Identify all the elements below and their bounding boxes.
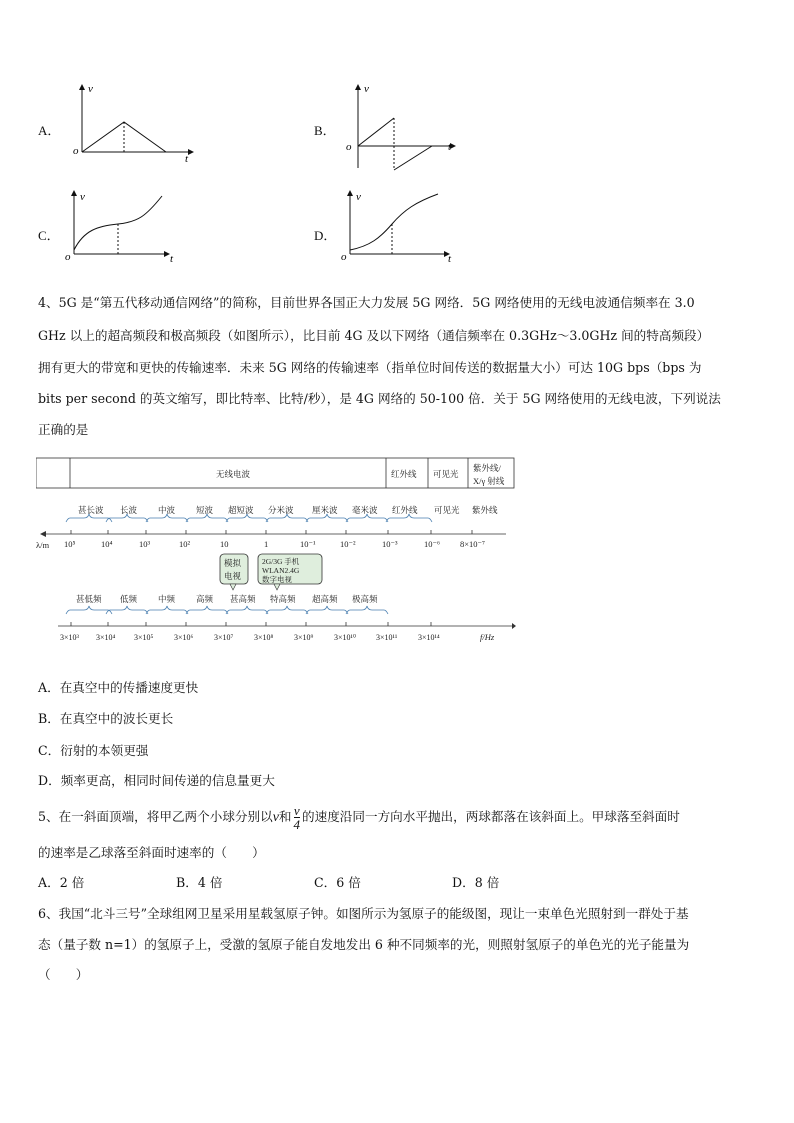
q5-choice-c: C．6 倍 bbox=[314, 875, 361, 890]
band-name: 超高频 bbox=[312, 594, 338, 604]
wave-name: 毫米波 bbox=[352, 505, 378, 515]
option-d-graph bbox=[314, 190, 474, 270]
axis-v-label: v bbox=[364, 83, 369, 95]
band-xray-label: X/γ 射线 bbox=[473, 476, 505, 486]
wave-name: 可见光 bbox=[434, 505, 460, 515]
axis-t-label: t bbox=[170, 253, 174, 265]
axis-t-label: t bbox=[448, 253, 452, 265]
lambda-tick: 10⁻¹ bbox=[300, 539, 316, 549]
q5-line-2: 的速率是乙球落至斜面时速率的（ ） bbox=[38, 845, 265, 860]
graph-c-svg bbox=[38, 190, 198, 270]
option-a-graph bbox=[38, 82, 198, 162]
option-c-graph bbox=[38, 190, 198, 270]
q5-text-3: 的速度沿同一方向水平抛出，两球都落在该斜面上。甲球落至斜面时 bbox=[302, 809, 680, 824]
lambda-tick: 10⁵ bbox=[64, 539, 76, 549]
band-name: 甚低频 bbox=[76, 594, 102, 604]
q5-text-1: 5、在一斜面顶端，将甲乙两个小球分别以 bbox=[38, 809, 273, 824]
band-name: 中频 bbox=[158, 594, 176, 604]
freq-tick: 3×10¹⁰ bbox=[334, 633, 357, 642]
wave-name: 中波 bbox=[158, 505, 176, 515]
freq-tick: 3×10³ bbox=[60, 633, 79, 642]
origin-label: o bbox=[65, 251, 71, 263]
freq-tick: 3×10⁵ bbox=[134, 633, 154, 642]
lambda-tick: 10⁴ bbox=[101, 539, 113, 549]
lambda-tick: 10³ bbox=[139, 539, 151, 549]
wave-name: 甚长波 bbox=[78, 505, 104, 515]
lambda-tick: 10⁻⁶ bbox=[424, 539, 440, 549]
band-name: 特高频 bbox=[270, 594, 296, 604]
lambda-tick: 10⁻³ bbox=[382, 539, 398, 549]
q5-choice-d: D．8 倍 bbox=[452, 875, 500, 890]
q4-option-a: A．在真空中的传播速度更快 bbox=[38, 680, 199, 695]
origin-label: o bbox=[346, 141, 352, 153]
lambda-tick: 10² bbox=[179, 539, 191, 549]
axis-v-label: v bbox=[88, 83, 93, 95]
wave-name: 红外线 bbox=[392, 505, 418, 515]
band-name: 低频 bbox=[120, 594, 138, 604]
q4-line-5: 正确的是 bbox=[38, 422, 89, 437]
band-name: 高频 bbox=[196, 594, 214, 604]
q5-line-1 bbox=[38, 800, 680, 834]
wave-name: 分米波 bbox=[268, 505, 294, 515]
callout-2-line-3: 数字电视 bbox=[262, 575, 292, 584]
band-uv-label: 紫外线/ bbox=[473, 463, 501, 473]
graph-b-svg bbox=[314, 82, 474, 177]
band-name: 极高频 bbox=[352, 594, 378, 604]
q5-v-symbol: v bbox=[272, 810, 279, 825]
freq-tick: 3×10⁹ bbox=[294, 633, 314, 642]
freq-tick: 3×10¹¹ bbox=[376, 633, 398, 642]
q4-option-d: D．频率更高，相同时间传递的信息量更大 bbox=[38, 773, 275, 788]
freq-tick: 3×10⁸ bbox=[254, 633, 274, 642]
q5-fraction-den: 4 bbox=[293, 817, 301, 832]
freq-tick: 3×10¹⁴ bbox=[418, 633, 440, 642]
q5-choice-a: A．2 倍 bbox=[38, 875, 85, 890]
graph-d-svg bbox=[314, 190, 474, 270]
lambda-tick: 1 bbox=[264, 539, 269, 549]
q4-line-4: bits per second 的英文缩写，即比特率、比特/秒），是 4G 网络的 50-100 倍．关于 5G 网络使用的无线电波，下列说法 bbox=[38, 391, 721, 406]
wave-name: 紫外线 bbox=[472, 505, 498, 515]
wave-name: 短波 bbox=[196, 505, 214, 515]
option-c-label: C． bbox=[38, 228, 60, 243]
option-a-label: A． bbox=[38, 123, 61, 138]
callout-2-line-2: WLAN2.4G bbox=[262, 566, 300, 575]
freq-tick: 3×10⁷ bbox=[214, 633, 234, 642]
band-name: 甚高频 bbox=[230, 594, 256, 604]
axis-t-label: t bbox=[185, 153, 189, 162]
graph-a-svg bbox=[38, 82, 198, 162]
axis-v-label: v bbox=[356, 191, 361, 203]
q5-fraction-num: v bbox=[293, 803, 300, 818]
wave-name: 厘米波 bbox=[312, 505, 338, 515]
freq-tick: 3×10⁶ bbox=[174, 633, 194, 642]
em-spectrum-diagram bbox=[36, 454, 516, 646]
band-infrared-label: 红外线 bbox=[391, 469, 417, 479]
axis-t-label: t bbox=[448, 141, 452, 153]
lambda-axis-label: λ/m bbox=[36, 540, 50, 550]
option-b-label: B． bbox=[314, 123, 336, 138]
band-visible-label: 可见光 bbox=[433, 469, 459, 479]
q6-line-3: （ ） bbox=[38, 967, 89, 982]
freq-axis-label: f/Hz bbox=[480, 632, 495, 642]
option-d-label: D． bbox=[314, 228, 337, 243]
wave-name: 超短波 bbox=[228, 505, 254, 515]
q4-line-2: GHz 以上的超高频段和极高频段（如图所示），比目前 4G 及以下网络（通信频率在 0.3GHz～3.0GHz 间的特高频段） bbox=[38, 328, 710, 343]
callout-1-line-2: 电视 bbox=[224, 571, 242, 581]
q4-line-1: 4、5G 是“第五代移动通信网络”的简称，目前世界各国正大力发展 5G 网络．5G 网络使用的无线电波通信频率在 3.0 bbox=[38, 295, 695, 310]
lambda-tick: 10 bbox=[220, 539, 229, 549]
callout-2-line-1: 2G/3G 手机 bbox=[262, 557, 300, 566]
q5-fraction bbox=[294, 804, 301, 831]
q6-line-2: 态（量子数 n=1）的氢原子上，受激的氢原子能自发地发出 6 种不同频率的光，则照射氢原子的单色光的光子能量为 bbox=[38, 937, 690, 952]
q5-choice-b: B．4 倍 bbox=[176, 875, 223, 890]
freq-tick: 3×10⁴ bbox=[96, 633, 116, 642]
q4-line-3: 拥有更大的带宽和更快的传输速率．未来 5G 网络的传输速率（指单位时间传送的数据量大小）可达 10G bps（bps 为 bbox=[38, 360, 702, 375]
q4-option-b: B．在真空中的波长更长 bbox=[38, 711, 174, 726]
origin-label: o bbox=[73, 145, 79, 157]
q4-option-c: C．衍射的本领更强 bbox=[38, 743, 149, 758]
callout-1-line-1: 模拟 bbox=[224, 558, 242, 568]
origin-label: o bbox=[341, 251, 347, 263]
lambda-tick: 8×10⁻⁷ bbox=[460, 539, 485, 549]
option-b-graph bbox=[314, 82, 474, 177]
q6-line-1: 6、我国“北斗三号”全球组网卫星采用星载氢原子钟。如图所示为氢原子的能级图，现让一束单色光照射到一群处于基 bbox=[38, 906, 689, 921]
axis-v-label: v bbox=[80, 191, 85, 203]
wave-name: 长波 bbox=[120, 505, 138, 515]
lambda-tick: 10⁻² bbox=[340, 539, 356, 549]
band-radio-label: 无线电波 bbox=[216, 469, 251, 479]
q5-text-2: 和 bbox=[278, 809, 292, 824]
